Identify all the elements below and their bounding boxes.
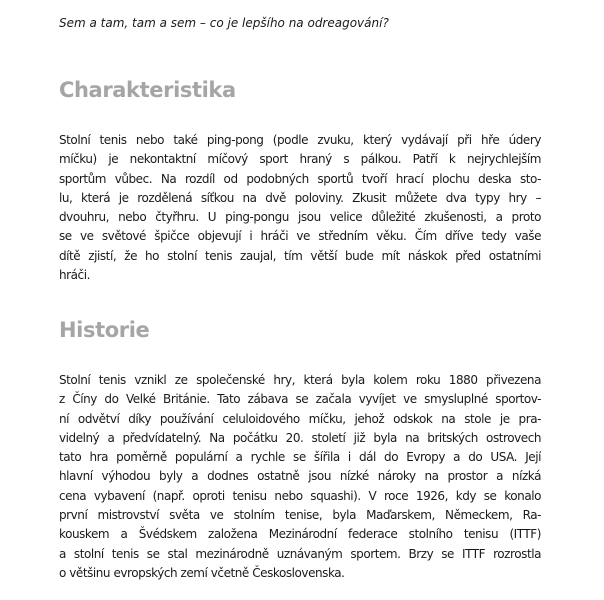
paragraph-line: míčku) je nekontaktní míčový sport hraný s pálkou. Patří k nejrychlejším [59,152,541,167]
paragraph-line: a stolní tenis se stal mezinárodně uznávaným sportem. Brzy se ITTF rozrostla [59,546,541,561]
paragraph-line: sportům vůbec. Na rozdíl od podobných sportů tvoří hrací plochu deska sto- [59,171,541,186]
paragraph-line: Stolní tenis vznikl ze společenské hry, která byla kolem roku 1880 přivezena [59,373,541,387]
paragraph-line: tato hra poměrně populární a rychle se šířila i dál do Evropy a do USA. Její [59,450,541,465]
paragraph-charakteristika [59,131,541,285]
section-heading-historie: Historie [59,318,150,342]
section-heading-charakteristika: Charakteristika [59,78,236,102]
paragraph-line: kouskem a Švédskem založena Mezinárodní federace stolního tenisu (ITTF) [59,527,541,542]
paragraph-line: o většinu evropských zemí včetně Československa. [59,565,345,580]
paragraph-line: dítě zjistí, že ho stolní tenis zaujal, tím větší bude mít náskok před ostatními [59,248,541,263]
paragraph-line: první mistrovství světa ve stolním tenise, byla Maďarskem, Německem, Ra- [59,508,541,523]
paragraph-line: cena vybavení (např. oproti tenisu nebo squashi). V roce 1926, kdy se konalo [59,488,541,503]
paragraph-historie [59,371,541,583]
paragraph-line: se ve světové špičce objevují i hráči ve středním věku. Čím dříve tedy vaše [59,229,541,244]
paragraph-line: Stolní tenis nebo také ping-pong (podle zvuku, který vydávají při hře údery [59,133,541,147]
paragraph-line: z Číny do Velké Británie. Tato zábava se začala vyvíjet ve smysluplné sportov- [59,392,541,407]
paragraph-line: ní odvětví díky používání celuloidového míčku, jehož odskok na stole je pra- [59,411,541,426]
page-subtitle: Sem a tam, tam a sem – co je lepšího na odreagování? [59,16,389,30]
paragraph-line: dvouhru, nebo čtyřhru. U ping-pongu jsou velice důležité zkušenosti, a proto [59,210,541,225]
paragraph-line: hlavní výhodou byly a dodnes ostatně jsou nízké nároky na prostor a nízká [59,469,541,484]
paragraph-line: lu, která je rozdělená síťkou na dvě poloviny. Zkusit můžete dva typy hry – [59,190,541,205]
paragraph-line: videlný a předvídatelný. Na počátku 20. století již byla na britských ostrovech [59,430,541,445]
paragraph-line: hráči. [59,268,90,283]
